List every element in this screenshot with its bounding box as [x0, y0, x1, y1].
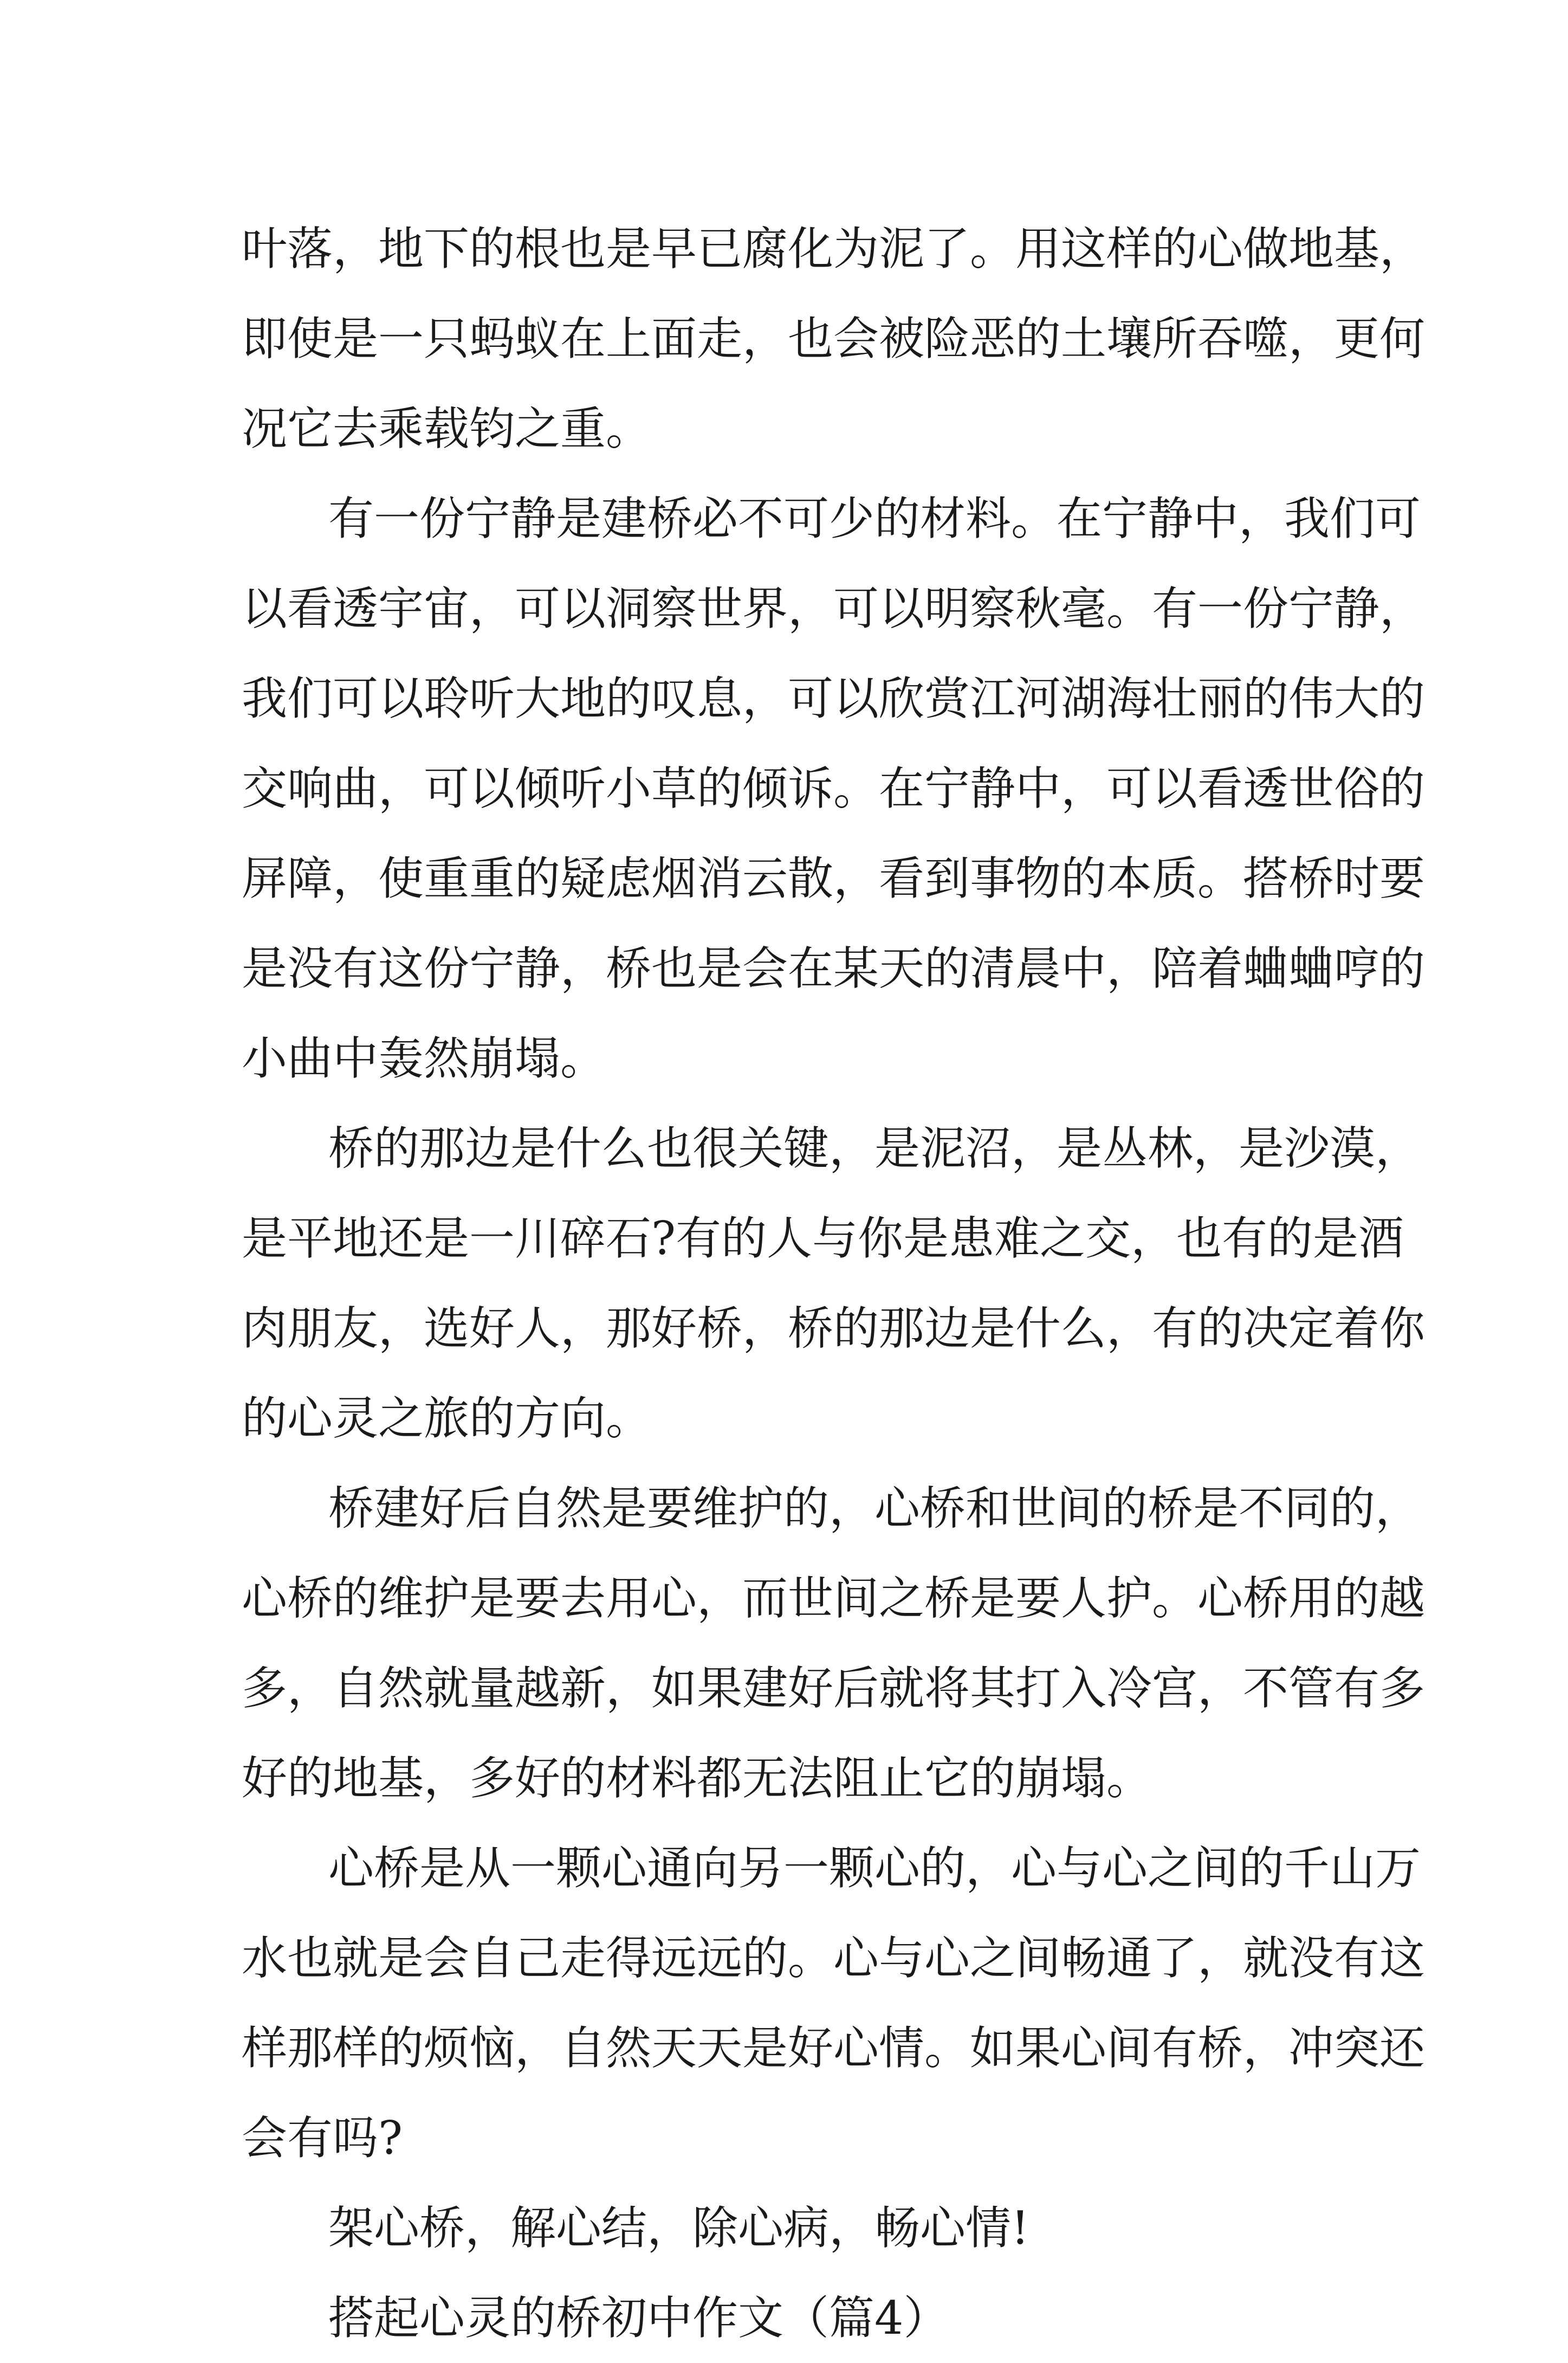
text-line: 我们可以聆听大地的叹息，可以欣赏江河湖海壮丽的伟大的	[242, 672, 1426, 725]
text-line: 叶落，地下的根也是早已腐化为泥了。用这样的心做地基，	[242, 222, 1426, 275]
text-line: 样那样的烦恼，自然天天是好心情。如果心间有桥，冲突还	[242, 2022, 1426, 2075]
text-line: 是平地还是一川碎石?有的人与你是患难之交，也有的是酒	[242, 1212, 1404, 1265]
text-line: 即使是一只蚂蚁在上面走，也会被险恶的土壤所吞噬，更何	[242, 312, 1426, 365]
text-line: 交响曲，可以倾听小草的倾诉。在宁静中，可以看透世俗的	[242, 762, 1426, 815]
text-line: 会有吗?	[242, 2112, 403, 2165]
text-line: 屏障，使重重的疑虑烟消云散，看到事物的本质。搭桥时要	[242, 852, 1426, 905]
text-line: 肉朋友，选好人，那好桥，桥的那边是什么，有的决定着你	[242, 1302, 1426, 1355]
text-line: 以看透宇宙，可以洞察世界，可以明察秋毫。有一份宁静，	[242, 582, 1426, 635]
text-line: 况它去乘载钧之重。	[242, 402, 652, 455]
text-line: 的心灵之旅的方向。	[242, 1392, 652, 1445]
text-line: 好的地基，多好的材料都无法阻止它的崩塌。	[242, 1752, 1152, 1805]
text-line: 多，自然就量越新，如果建好后就将其打入冷宫，不管有多	[242, 1662, 1426, 1715]
paragraph	[242, 2183, 1352, 2273]
text-line: 架心桥，解心结，除心病，畅心情!	[328, 2201, 1029, 2255]
paragraph	[242, 1823, 1426, 2183]
text-line: 有一份宁静是建桥必不可少的材料。在宁静中，我们可	[328, 492, 1421, 545]
paragraph	[242, 204, 1426, 474]
paragraph	[242, 474, 1426, 1103]
text-line: 心桥是从一颗心通向另一颗心的，心与心之间的千山万	[328, 1842, 1421, 1895]
text-line: 小曲中轰然崩塌。	[242, 1032, 606, 1085]
paragraph	[242, 2273, 1352, 2363]
paragraph	[242, 1463, 1426, 1823]
text-line: 搭起心灵的桥初中作文（篇4）	[328, 2291, 949, 2345]
text-line: 水也就是会自己走得远远的。心与心之间畅通了，就没有这	[242, 1932, 1426, 1985]
text-line: 心桥的维护是要去用心，而世间之桥是要人护。心桥用的越	[242, 1572, 1426, 1625]
text-line: 桥的那边是什么也很关键，是泥沼，是丛林，是沙漠，	[328, 1122, 1421, 1175]
paragraph	[242, 1103, 1426, 1463]
document-body	[242, 204, 1426, 2363]
text-line: 桥建好后自然是要维护的，心桥和世间的桥是不同的，	[328, 1482, 1421, 1535]
text-line: 是没有这份宁静，桥也是会在某天的清晨中，陪着蛐蛐哼的	[242, 942, 1426, 995]
